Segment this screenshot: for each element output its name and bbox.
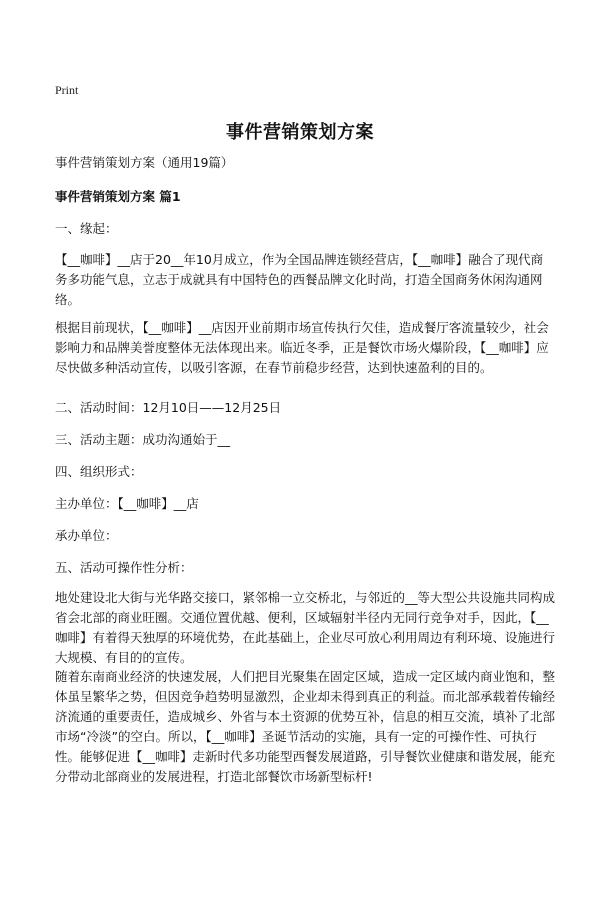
activity-theme-line: 三、活动主题：成功沟通始于__ xyxy=(55,432,231,447)
organization-heading: 四、组织形式： xyxy=(55,464,143,479)
section-heading: 事件营销策划方案 篇1 xyxy=(55,189,181,204)
print-label: Print xyxy=(55,83,79,97)
origin-heading: 一、缘起： xyxy=(55,221,118,236)
activity-time-line: 二、活动时间：12月10日——12月25日 xyxy=(55,400,282,415)
paragraph-location-analysis: 地处建设北大街与光华路交接口，紧邻棉一立交桥北，与邻近的__等大型公共设施共同构成省会北部的商业旺圈。交通位置优越、便利，区域辐射半径内无同行竞争对手，因此，【__咖啡】有着得天独厚的环境优势，在此基础上，企业尽可放心利用周边有利环境、设施进行大规模、有目的的宣传。 xyxy=(55,590,556,665)
feasibility-heading: 五、活动可操作性分析： xyxy=(55,560,193,575)
paragraph-intro: 【__咖啡】__店于20__年10月成立，作为全国品牌连锁经营店，【__咖啡】融合了现代商务多功能气息，立志于成就具有中国特色的西餐品牌文化时尚，打造全国商务休闲沟通网络。 xyxy=(55,252,544,307)
document-subtitle: 事件营销策划方案（通用19篇） xyxy=(55,155,234,170)
host-unit-line: 主办单位：【__咖啡】__店 xyxy=(55,496,199,511)
organizer-unit-line: 承办单位： xyxy=(55,528,118,543)
page-title: 事件营销策划方案 xyxy=(226,122,374,143)
paragraph-current-situation: 根据目前现状，【__咖啡】__店因开业前期市场宣传执行欠佳，造成餐厅客流量较少，社会影响力和品牌美誉度整体无法体现出来。临近冬季，正是餐饮市场火爆阶段，【__咖啡】应尽快做多种活动宣传，以吸引客源，在春节前稳步经营，达到快速盈利的目的。 xyxy=(55,320,549,375)
paragraph-market-analysis: 随着东南商业经济的快速发展，人们把目光聚集在固定区域，造成一定区域内商业饱和，整体虽呈繁华之势，但因竞争趋势明显激烈，企业却未得到真正的利益。而北部承载着传输经济流通的重要责任，造成城乡、外省与本土资源的优势互补，信息的相互交流，填补了北部市场“冷淡”的空白。所以，【__咖啡】圣诞节活动的实施，具有一定的可操作性、可执行性。能够促进【__咖啡】走新时代多功能型西餐发展道路，引导餐饮业健康和谐发展，能充分带动北部商业的发展进程，打造北部餐饮市场新型标杆! xyxy=(55,669,556,784)
